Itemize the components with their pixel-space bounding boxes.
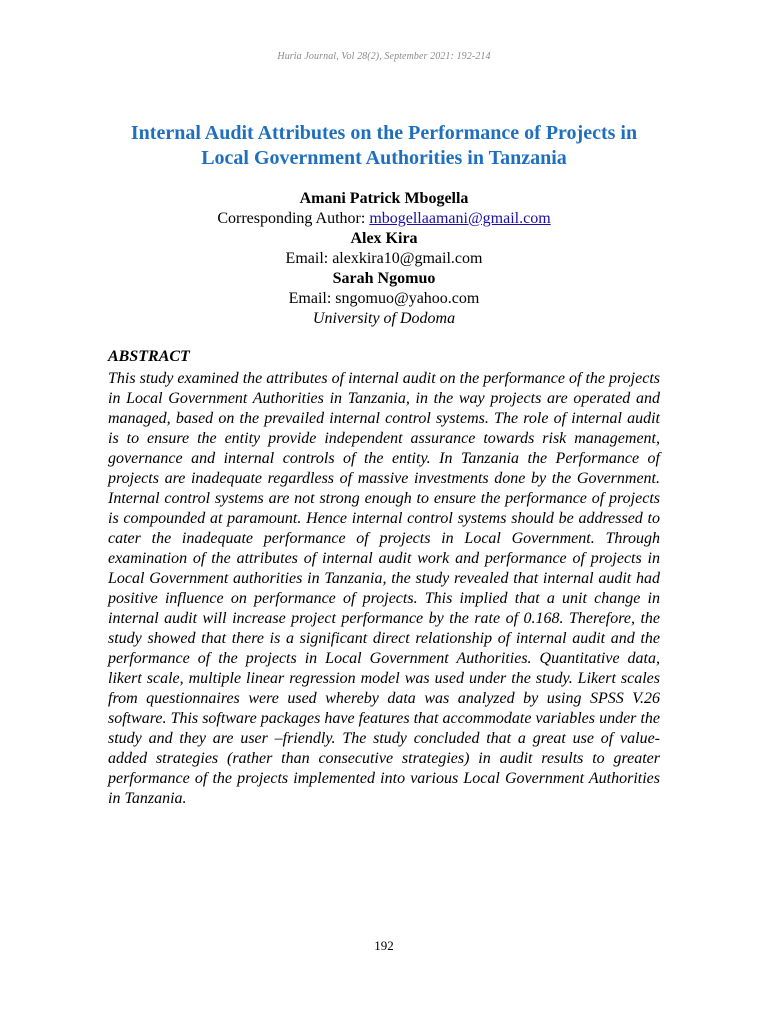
running-header: Huria Journal, Vol 28(2), September 2021: 192-214 [277,51,491,62]
author-contact [100,209,668,229]
author-email: sngomuo@yahoo.com [335,290,480,307]
author-name: Alex Kira [350,230,418,247]
article-title [90,121,678,171]
author-email: alexkira10@gmail.com [332,250,483,267]
author-block [100,189,668,329]
contact-label: Corresponding Author: [217,210,370,227]
author-contact [100,249,668,269]
abstract-text: This study examined the attributes of internal audit on the performance of the projects in Local Government Authorities in Tanzania, in the way projects are operated and managed, based on the prevailed internal control systems. The role of internal audit is to ensure the entity provide independent assurance towards risk management, governance and internal controls of the entity. In Tanzania the Performance of projects are inadequate regardless of massive investments done by the Government. Internal control systems are not strong enough to ensure the performance of projects is compounded at paramount. Hence internal control systems should be addressed to cater the inadequate performance of projects in Local Government. Through examination of the attributes of internal audit work and performance of projects in Local Government authorities in Tanzania, the study revealed that internal audit had positive influence on performance of projects. This implied that a unit change in internal audit will increase project performance by the rate of 0.168. Therefore, the study showed that there is a significant direct relationship of internal audit and the performance of the projects in Local Government Authorities. Quantitative data, likert scale, multiple linear regression model was used under the study. Likert scales from questionnaires were used whereby data was analyzed by using SPSS V.26 software. This software packages have features that accommodate variables under the study and they are user –friendly. The study concluded that a great use of value-added strategies (rather than consecutive strategies) in audit results to greater performance of the projects implemented into various Local Government Authorities in Tanzania. [108,370,660,807]
abstract-heading: ABSTRACT [108,348,190,365]
title-line-1: Internal Audit Attributes on the Performance of Projects in [130,122,638,144]
affiliation: University of Dodoma [312,310,456,327]
author-contact [100,289,668,309]
page-number: 192 [374,938,394,953]
corresponding-email-link[interactable]: mbogellaamani@gmail.com [369,210,551,227]
contact-label: Email: [288,290,336,307]
contact-label: Email: [285,250,333,267]
author-name: Sarah Ngomuo [332,270,436,287]
title-line-2: Local Government Authorities in Tanzania [201,147,567,169]
author-name: Amani Patrick Mbogella [299,190,469,207]
